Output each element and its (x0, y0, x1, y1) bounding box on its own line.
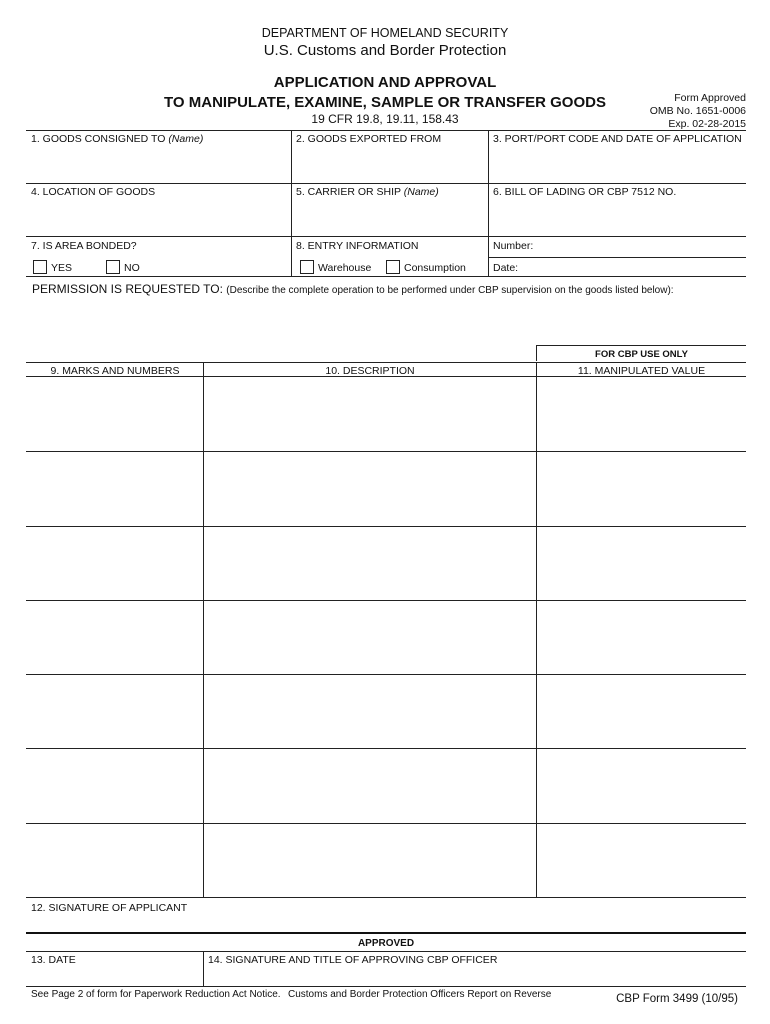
table-header-rule (26, 362, 746, 363)
agency-name: U.S. Customs and Border Protection (263, 42, 507, 59)
field-8-label: 8. ENTRY INFORMATION (296, 240, 419, 252)
warehouse-checkbox[interactable] (300, 260, 314, 274)
description-cell[interactable] (204, 674, 536, 747)
form-title-line2: TO MANIPULATE, EXAMINE, SAMPLE OR TRANSFER GOODS (164, 94, 606, 111)
marks-numbers-cell[interactable] (27, 600, 203, 673)
signature-officer-input[interactable] (204, 968, 745, 985)
entry-number-label: Number: (493, 240, 534, 252)
cbp-use-only: FOR CBP USE ONLY (595, 349, 688, 360)
department-name: DEPARTMENT OF HOMELAND SECURITY (261, 26, 509, 40)
approved-rule (26, 932, 746, 934)
description-cell[interactable] (204, 600, 536, 673)
form-title-line1: APPLICATION AND APPROVAL (273, 74, 497, 91)
field-1-input[interactable] (27, 148, 290, 182)
description-cell[interactable] (204, 377, 536, 450)
table-row (27, 600, 746, 674)
col-10-header: 10. DESCRIPTION (325, 365, 415, 377)
omb-number: OMB No. 1651-0006 (649, 105, 746, 117)
bonded-yes-label: YES (51, 262, 73, 274)
manipulated-value-cell[interactable] (537, 451, 746, 524)
field-5-label: 5. CARRIER OR SHIP (Name) (296, 186, 439, 198)
permission-description-input[interactable] (27, 298, 745, 344)
table-row (27, 526, 746, 600)
field-4-label: 4. LOCATION OF GOODS (31, 186, 156, 198)
field-4-input[interactable] (27, 201, 290, 235)
marks-numbers-cell[interactable] (27, 748, 203, 821)
expiration-date: Exp. 02-28-2015 (668, 118, 746, 130)
row-rule-2 (26, 236, 746, 237)
officers-report-note: Customs and Border Protection Officers Report on Reverse (288, 989, 552, 1000)
marks-numbers-cell[interactable] (27, 377, 203, 450)
field-6-label: 6. BILL OF LADING OR CBP 7512 NO. (493, 186, 677, 198)
approved-heading: APPROVED (357, 938, 415, 949)
table-row (27, 823, 746, 897)
table-row (27, 748, 746, 822)
form-number: CBP Form 3499 (10/95) (616, 993, 738, 1005)
table-row (27, 674, 746, 748)
manipulated-value-cell[interactable] (537, 823, 746, 896)
footer-bottom-rule (26, 986, 746, 987)
cbp-use-rule (536, 345, 746, 346)
bonded-no-checkbox[interactable] (106, 260, 120, 274)
paperwork-notice: See Page 2 of form for Paperwork Reduction Act Notice. (31, 989, 281, 1000)
row-rule-4 (26, 276, 746, 277)
manipulated-value-cell[interactable] (537, 600, 746, 673)
entry-date-label: Date: (493, 262, 519, 274)
permission-label: PERMISSION IS REQUESTED TO: (Describe the complete operation to be performed under CBP supervision on the goods listed below): (32, 282, 674, 296)
bonded-no-label: NO (124, 262, 140, 274)
marks-numbers-cell[interactable] (27, 823, 203, 896)
table-row (27, 451, 746, 525)
field-3-label: 3. PORT/PORT CODE AND DATE OF APPLICATION (493, 133, 742, 145)
marks-numbers-cell[interactable] (27, 674, 203, 747)
col-11-header: 11. MANIPULATED VALUE (577, 365, 706, 377)
field-5-input[interactable] (292, 201, 487, 235)
signature-applicant-input[interactable] (27, 916, 745, 932)
description-cell[interactable] (204, 526, 536, 599)
field-7-label: 7. IS AREA BONDED? (31, 240, 137, 252)
marks-numbers-cell[interactable] (27, 451, 203, 524)
field-2-input[interactable] (292, 148, 487, 182)
description-cell[interactable] (204, 748, 536, 821)
consumption-label: Consumption (404, 262, 466, 274)
row-rule-1 (26, 183, 746, 184)
description-cell[interactable] (204, 451, 536, 524)
marks-numbers-cell[interactable] (27, 526, 203, 599)
entry-date-input[interactable] (520, 258, 745, 275)
entry-number-input[interactable] (535, 238, 745, 256)
form-approved: Form Approved (674, 92, 746, 104)
warehouse-label: Warehouse (318, 262, 372, 274)
top-rule (26, 130, 746, 131)
consumption-checkbox[interactable] (386, 260, 400, 274)
manipulated-value-cell[interactable] (537, 526, 746, 599)
signature-officer-label: 14. SIGNATURE AND TITLE OF APPROVING CBP OFFICER (208, 954, 498, 966)
field-6-input[interactable] (489, 201, 745, 235)
cfr-citation: 19 CFR 19.8, 19.11, 158.43 (311, 112, 459, 126)
date-13-input[interactable] (27, 968, 202, 985)
manipulated-value-cell[interactable] (537, 748, 746, 821)
description-cell[interactable] (204, 823, 536, 896)
manipulated-value-cell[interactable] (537, 377, 746, 450)
date-13-label: 13. DATE (31, 954, 76, 966)
col-9-header: 9. MARKS AND NUMBERS (50, 365, 180, 377)
manipulated-value-cell[interactable] (537, 674, 746, 747)
table-bottom-rule (26, 897, 746, 898)
field-3-input[interactable] (489, 148, 745, 182)
table-row (27, 377, 746, 451)
field-1-label: 1. GOODS CONSIGNED TO (Name) (31, 133, 204, 145)
approved-bottom-rule (26, 951, 746, 952)
bonded-yes-checkbox[interactable] (33, 260, 47, 274)
field-2-label: 2. GOODS EXPORTED FROM (296, 133, 442, 145)
signature-applicant-label: 12. SIGNATURE OF APPLICANT (31, 902, 188, 914)
